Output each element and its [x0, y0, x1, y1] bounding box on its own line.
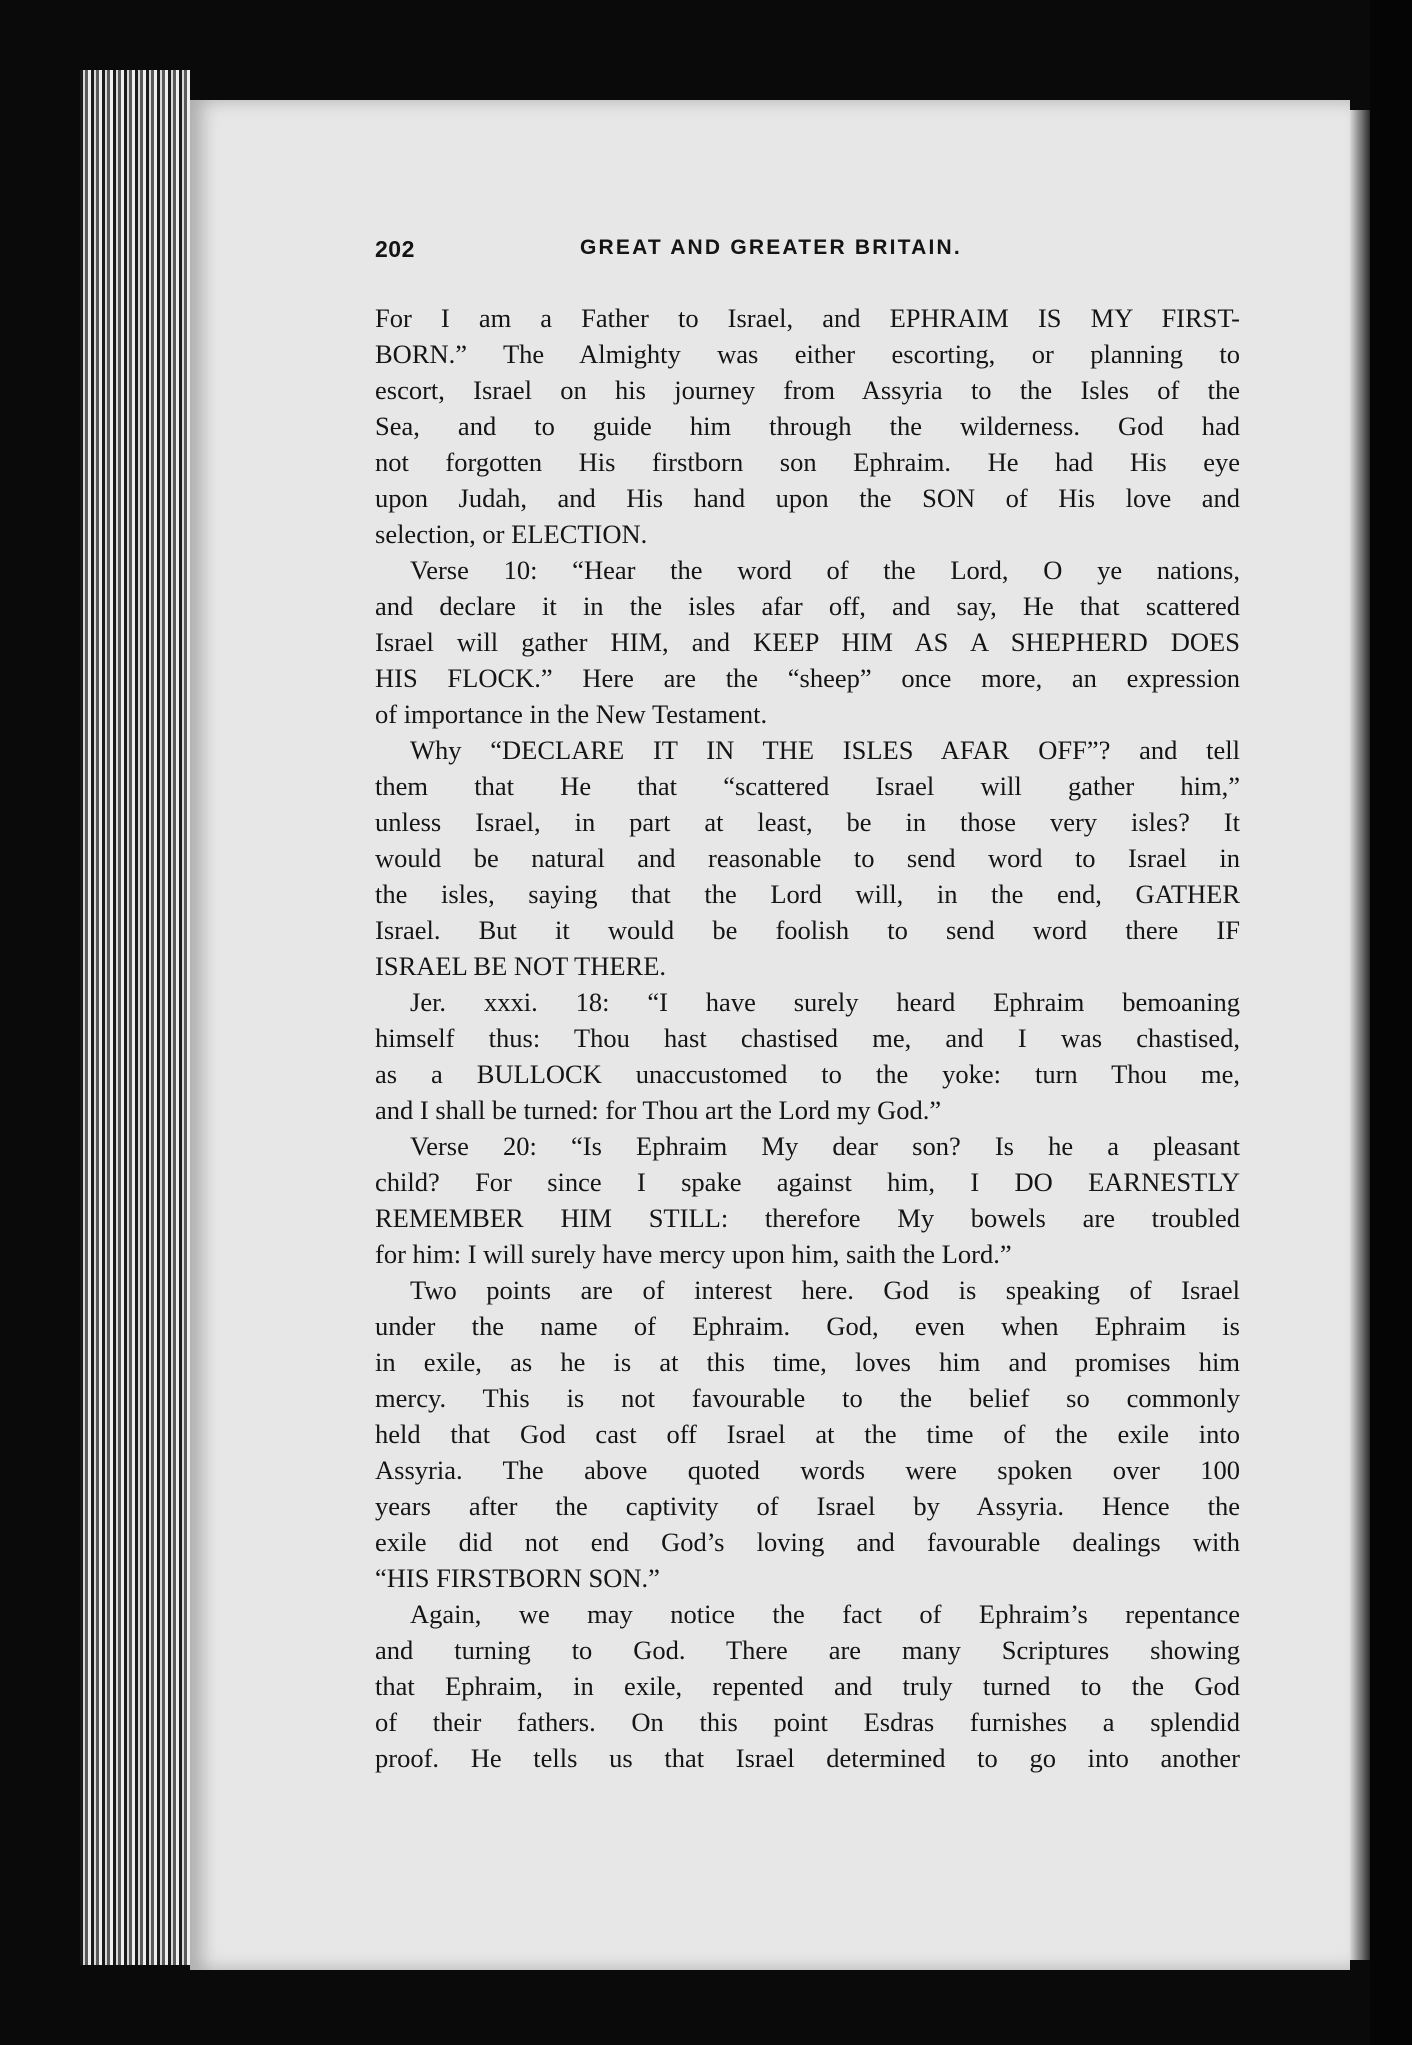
- text-line: proof. He tells us that Israel determined to go into another: [375, 1743, 1240, 1773]
- text-line: For I am a Father to Israel, and EPHRAIM IS MY FIRST-: [375, 303, 1240, 333]
- text-line: and I shall be turned: for Thou art the Lord my God.”: [375, 1095, 942, 1125]
- text-line: Sea, and to guide him through the wilderness. God had: [375, 411, 1240, 441]
- text-line: Two points are of interest here. God is speaking of Israel: [410, 1275, 1240, 1305]
- text-line: child? For since I spake against him, I DO EARNESTLY: [375, 1167, 1240, 1197]
- text-line: REMEMBER HIM STILL: therefore My bowels are troubled: [375, 1203, 1240, 1233]
- text-line: of importance in the New Testament.: [375, 699, 768, 729]
- paragraph: [375, 1272, 1240, 1596]
- paragraph: [375, 732, 1240, 984]
- text-line: himself thus: Thou hast chastised me, and I was chastised,: [375, 1023, 1240, 1053]
- scan-border: [1370, 0, 1412, 2045]
- text-line: that Ephraim, in exile, repented and truly turned to the God: [375, 1671, 1240, 1701]
- text-line: and declare it in the isles afar off, and say, He that scattered: [375, 591, 1240, 621]
- text-line: would be natural and reasonable to send word to Israel in: [375, 843, 1240, 873]
- book-gutter: [1350, 110, 1370, 1960]
- paragraph: [375, 300, 1240, 552]
- text-line: upon Judah, and His hand upon the SON of His love and: [375, 483, 1240, 513]
- book-page-edges: [80, 70, 190, 1965]
- text-line: Why “DECLARE IT IN THE ISLES AFAR OFF”? and tell: [410, 735, 1240, 765]
- body-text: [375, 300, 1240, 1776]
- text-line: as a BULLOCK unaccustomed to the yoke: turn Thou me,: [375, 1059, 1240, 1089]
- text-line: ISRAEL BE NOT THERE.: [375, 951, 667, 981]
- text-line: under the name of Ephraim. God, even when Ephraim is: [375, 1311, 1240, 1341]
- text-line: for him: I will surely have mercy upon him, saith the Lord.”: [375, 1239, 1012, 1269]
- text-line: Israel. But it would be foolish to send word there IF: [375, 915, 1240, 945]
- text-line: of their fathers. On this point Esdras furnishes a splendid: [375, 1707, 1240, 1737]
- text-line: Again, we may notice the fact of Ephraim’s repentance: [410, 1599, 1240, 1629]
- text-line: years after the captivity of Israel by Assyria. Hence the: [375, 1491, 1240, 1521]
- text-line: selection, or ELECTION.: [375, 519, 648, 549]
- text-line: in exile, as he is at this time, loves him and promises him: [375, 1347, 1240, 1377]
- text-line: BORN.” The Almighty was either escorting, or planning to: [375, 339, 1240, 369]
- text-line: the isles, saying that the Lord will, in the end, GATHER: [375, 879, 1240, 909]
- page-header: [375, 236, 1241, 276]
- text-line: Israel will gather HIM, and KEEP HIM AS A SHEPHERD DOES: [375, 627, 1240, 657]
- text-line: and turning to God. There are many Scriptures showing: [375, 1635, 1240, 1665]
- text-line: held that God cast off Israel at the time of the exile into: [375, 1419, 1240, 1449]
- paragraph: [375, 1128, 1240, 1272]
- text-line: not forgotten His firstborn son Ephraim. He had His eye: [375, 447, 1240, 477]
- text-line: Assyria. The above quoted words were spoken over 100: [375, 1455, 1240, 1485]
- paragraph: [375, 984, 1240, 1128]
- paragraph: [375, 1596, 1240, 1776]
- text-line: Verse 20: “Is Ephraim My dear son? Is he a pleasant: [410, 1131, 1240, 1161]
- running-head: GREAT AND GREATER BRITAIN.: [580, 236, 962, 259]
- text-line: mercy. This is not favourable to the belief so commonly: [375, 1383, 1240, 1413]
- text-line: Jer. xxxi. 18: “I have surely heard Ephraim bemoaning: [410, 987, 1240, 1017]
- text-line: HIS FLOCK.” Here are the “sheep” once more, an expression: [375, 663, 1240, 693]
- text-line: escort, Israel on his journey from Assyria to the Isles of the: [375, 375, 1240, 405]
- text-line: unless Israel, in part at least, be in those very isles? It: [375, 807, 1240, 837]
- text-line: Verse 10: “Hear the word of the Lord, O ye nations,: [410, 555, 1240, 585]
- page-number: 202: [375, 236, 415, 262]
- text-line: exile did not end God’s loving and favourable dealings with: [375, 1527, 1240, 1557]
- text-line: “HIS FIRSTBORN SON.”: [375, 1563, 660, 1593]
- text-line: them that He that “scattered Israel will gather him,”: [375, 771, 1240, 801]
- paragraph: [375, 552, 1240, 732]
